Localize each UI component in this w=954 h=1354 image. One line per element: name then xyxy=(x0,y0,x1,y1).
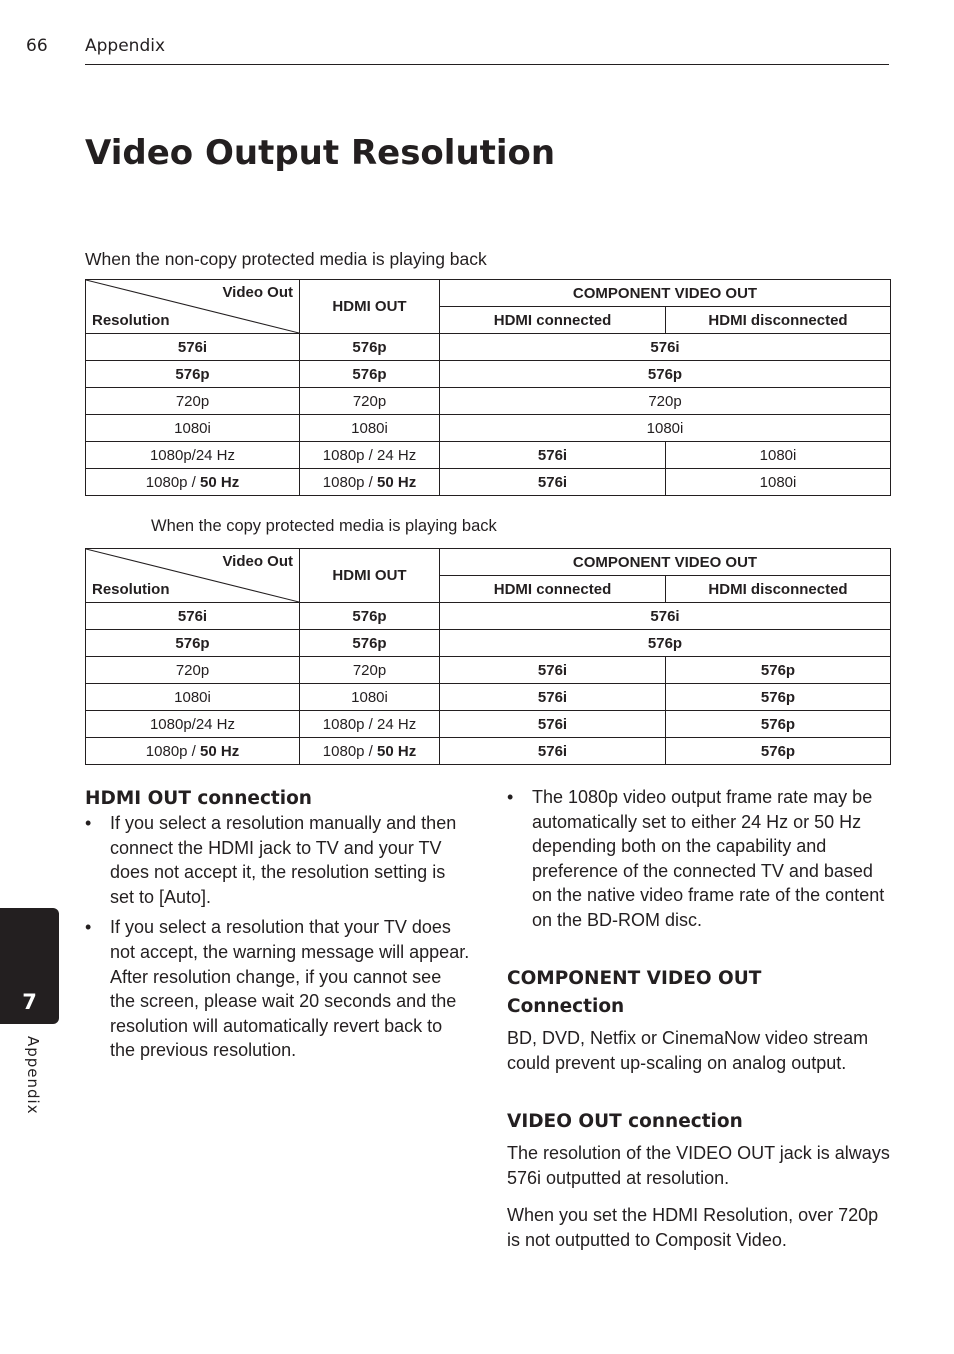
table-corner-cell xyxy=(86,280,300,334)
video-out-body-1: The resolution of the VIDEO OUT jack is always 576i outputted at resolution. xyxy=(507,1143,890,1188)
hdmi-connected-cell: 576i xyxy=(440,684,666,711)
resolution-table-non-copy-protected xyxy=(85,279,891,496)
hdmi-out-rate: 50 Hz xyxy=(377,742,417,760)
resolution-cell: 576p xyxy=(86,361,300,388)
hdmi-disconnected-cell: 1080i xyxy=(666,469,891,496)
video-out-label: Video Out xyxy=(222,284,293,301)
hdmi-connected-cell: 576i xyxy=(440,657,666,684)
table-row xyxy=(86,415,891,442)
hdmi-out-text: 1080p / xyxy=(322,742,378,760)
hdmi-out-heading: HDMI OUT connection xyxy=(85,788,312,809)
resolution-label: Resolution xyxy=(92,581,170,598)
video-out-label: Video Out xyxy=(222,553,293,570)
resolution-text: 1080p / xyxy=(145,742,201,760)
component-cell: 1080i xyxy=(440,415,891,442)
hdmi-connected-header: HDMI connected xyxy=(440,307,666,334)
hdmi-disconnected-header: HDMI disconnected xyxy=(666,576,891,603)
table-row xyxy=(86,388,891,415)
hdmi-out-rate: 50 Hz xyxy=(377,473,417,491)
component-cell: 576p xyxy=(440,361,891,388)
resolution-cell: 576i xyxy=(86,603,300,630)
hdmi-disconnected-cell: 576p xyxy=(666,684,891,711)
resolution-rate: 50 Hz xyxy=(200,742,240,760)
hdmi-out-cell: 576p xyxy=(300,603,440,630)
table-row xyxy=(86,442,891,469)
list-item-text: The 1080p video output frame rate may be automatically set to either 24 Hz or 50 Hz depending both on the capability and preference of the connected TV and based on the native video frame rate of the content on the BD-ROM disc. xyxy=(532,787,885,930)
hdmi-connected-cell: 576i xyxy=(440,738,666,765)
header-divider xyxy=(85,64,889,65)
hdmi-out-cell: 576p xyxy=(300,361,440,388)
hdmi-out-cell: 720p xyxy=(300,388,440,415)
hdmi-connected-header: HDMI connected xyxy=(440,576,666,603)
hdmi-out-header: HDMI OUT xyxy=(300,280,440,334)
component-header: COMPONENT VIDEO OUT xyxy=(440,280,891,307)
resolution-cell: 720p xyxy=(86,657,300,684)
hdmi-disconnected-cell: 1080i xyxy=(666,442,891,469)
component-subheading: Connection xyxy=(507,996,625,1017)
bullet-icon: • xyxy=(85,917,92,938)
resolution-cell: 576p xyxy=(86,630,300,657)
video-out-body-2: When you set the HDMI Resolution, over 720p is not outputted to Composit Video. xyxy=(507,1205,879,1250)
list-item-text: If you select a resolution that your TV does not accept, the warning message will appear. After resolution change, if you cannot see the screen, please wait 20 seconds and the resolution will automatically revert back to the previous resolution. xyxy=(110,917,470,1061)
hdmi-out-bullet-list xyxy=(85,811,470,1069)
list-item xyxy=(85,811,470,909)
hdmi-disconnected-cell: 576p xyxy=(666,657,891,684)
table-row xyxy=(86,630,891,657)
component-body: BD, DVD, Netfix or CinemaNow video stream could prevent up-scaling on analog output. xyxy=(507,1028,869,1073)
resolution-table-copy-protected xyxy=(85,548,891,765)
chapter-label: Appendix xyxy=(24,1036,42,1115)
hdmi-out-cell: 576p xyxy=(300,334,440,361)
resolution-cell: 1080i xyxy=(86,415,300,442)
hdmi-connected-cell: 576i xyxy=(440,711,666,738)
component-cell: 576i xyxy=(440,603,891,630)
list-item xyxy=(507,785,892,933)
hdmi-connected-cell: 576i xyxy=(440,469,666,496)
bullet-icon: • xyxy=(507,787,514,807)
component-cell: 576i xyxy=(440,334,891,361)
hdmi-out-text: 1080p / xyxy=(322,473,378,491)
page-number: 66 xyxy=(26,36,48,56)
list-item-text: If you select a resolution manually and then connect the HDMI jack to TV and your TV does not accept it, the resolution setting is set to [Auto]. xyxy=(110,813,457,907)
component-heading: COMPONENT VIDEO OUT xyxy=(507,968,762,989)
resolution-label: Resolution xyxy=(92,312,170,329)
hdmi-disconnected-header: HDMI disconnected xyxy=(666,307,891,334)
hdmi-disconnected-cell: 576p xyxy=(666,711,891,738)
bullet-icon: • xyxy=(85,813,92,833)
table-row xyxy=(86,684,891,711)
hdmi-connected-cell: 576i xyxy=(440,442,666,469)
table-row xyxy=(86,657,891,684)
resolution-cell: 1080p/24 Hz xyxy=(86,442,300,469)
table-row xyxy=(86,711,891,738)
video-out-heading: VIDEO OUT connection xyxy=(507,1111,743,1132)
table-row xyxy=(86,361,891,388)
resolution-cell: 1080p/24 Hz xyxy=(86,711,300,738)
table-row xyxy=(86,469,891,496)
chapter-number: 7 xyxy=(22,990,37,1014)
table-row xyxy=(86,738,891,765)
hdmi-out-cell: 1080i xyxy=(300,684,440,711)
resolution-rate: 50 Hz xyxy=(200,473,240,491)
list-item xyxy=(85,915,470,1063)
hdmi-out-header: HDMI OUT xyxy=(300,549,440,603)
resolution-cell xyxy=(86,738,300,765)
resolution-text: 1080p / xyxy=(145,473,201,491)
hdmi-out-cell: 576p xyxy=(300,630,440,657)
hdmi-disconnected-cell: 576p xyxy=(666,738,891,765)
table-row xyxy=(86,334,891,361)
section-title: Appendix xyxy=(85,36,166,56)
table-row xyxy=(86,603,891,630)
table-2-caption: When the copy protected media is playing back xyxy=(151,517,497,535)
hdmi-out-cell xyxy=(300,469,440,496)
hdmi-out-cell: 1080p / 24 Hz xyxy=(300,442,440,469)
table-1-caption: When the non-copy protected media is playing back xyxy=(85,249,487,269)
frame-rate-bullet-list xyxy=(507,785,892,939)
resolution-cell: 1080i xyxy=(86,684,300,711)
hdmi-out-cell: 720p xyxy=(300,657,440,684)
resolution-cell xyxy=(86,469,300,496)
component-header: COMPONENT VIDEO OUT xyxy=(440,549,891,576)
component-cell: 720p xyxy=(440,388,891,415)
hdmi-out-cell: 1080p / 24 Hz xyxy=(300,711,440,738)
resolution-cell: 576i xyxy=(86,334,300,361)
component-cell: 576p xyxy=(440,630,891,657)
hdmi-out-cell xyxy=(300,738,440,765)
hdmi-out-cell: 1080i xyxy=(300,415,440,442)
table-corner-cell xyxy=(86,549,300,603)
resolution-cell: 720p xyxy=(86,388,300,415)
page-title: Video Output Resolution xyxy=(85,133,556,173)
